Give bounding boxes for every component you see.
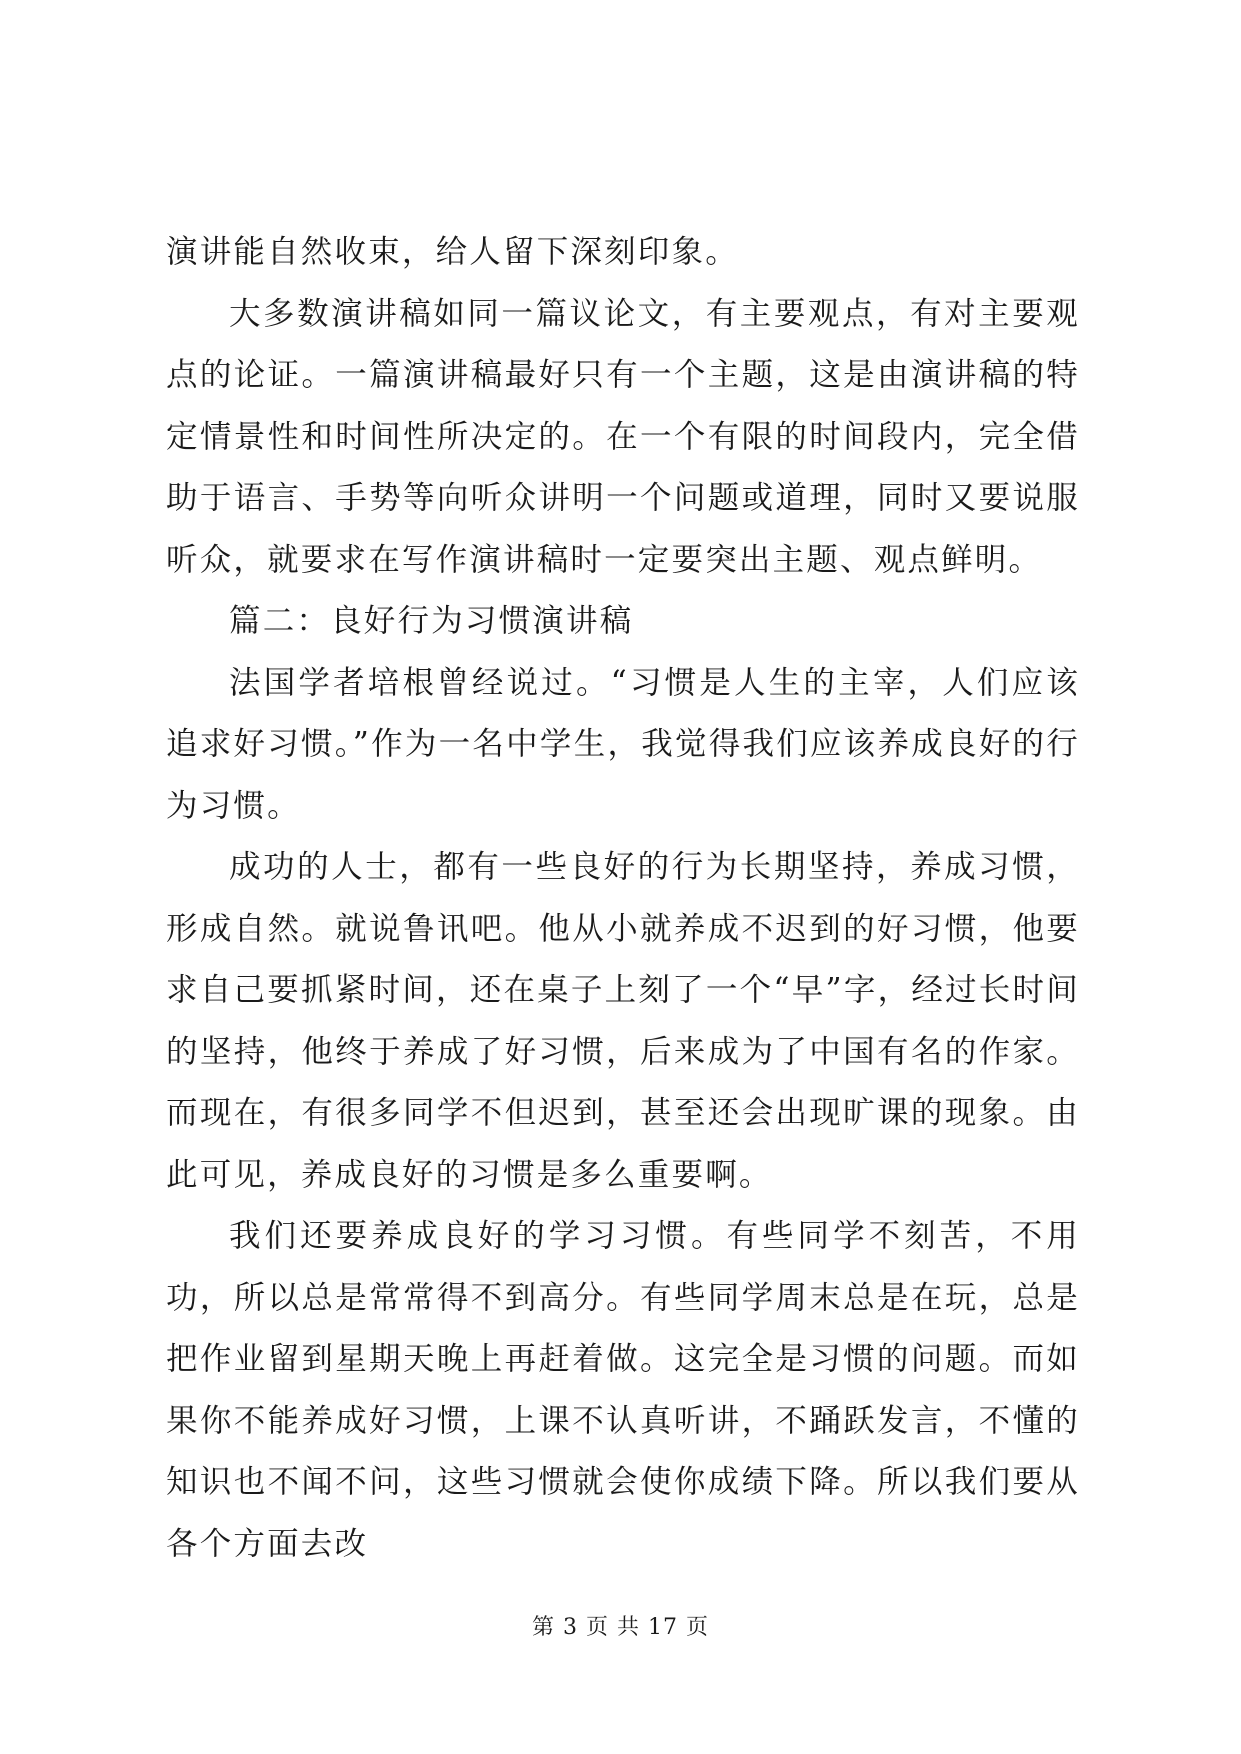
document-body [166,222,1080,1575]
paragraph-bacon-quote: 法国学者培根曾经说过。“习惯是人生的主宰，人们应该追求好习惯。”作为一名中学生，我觉得我们应该养成良好的行为习惯。 [166,664,1080,824]
page-number-footer: 第 3 页 共 17 页 [532,1615,709,1640]
paragraph-continuation: 演讲能自然收束，给人留下深刻印象。 [166,234,739,270]
paragraph-speech-structure: 大多数演讲稿如同一篇议论文，有主要观点，有对主要观点的论证。一篇演讲稿最好只有一个主题，这是由演讲稿的特定情景性和时间性所决定的。在一个有限的时间段内，完全借助于语言、手势等向听众讲明一个问题或道理，同时又要说服听众，就要求在写作演讲稿时一定要突出主题、观点鲜明。 [166,295,1080,578]
section-heading: 篇二：良好行为习惯演讲稿 [229,603,634,639]
paragraph-success-example: 成功的人士，都有一些良好的行为长期坚持，养成习惯，形成自然。就说鲁讯吧。他从小就养成不迟到的好习惯，他要求自己要抓紧时间，还在桌子上刻了一个“早”字，经过长时间的坚持，他终于养成了好习惯，后来成为了中国有名的作家。而现在，有很多同学不但迟到，甚至还会出现旷课的现象。由此可见，养成良好的习惯是多么重要啊。 [166,849,1080,1193]
paragraph-study-habits: 我们还要养成良好的学习习惯。有些同学不刻苦，不用功，所以总是常常得不到高分。有些同学周末总是在玩，总是把作业留到星期天晚上再赶着做。这完全是习惯的问题。而如果你不能养成好习惯，上课不认真听讲，不踊跃发言，不懂的知识也不闻不问，这些习惯就会使你成绩下降。所以我们要从各个方面去改 [166,1218,1080,1562]
